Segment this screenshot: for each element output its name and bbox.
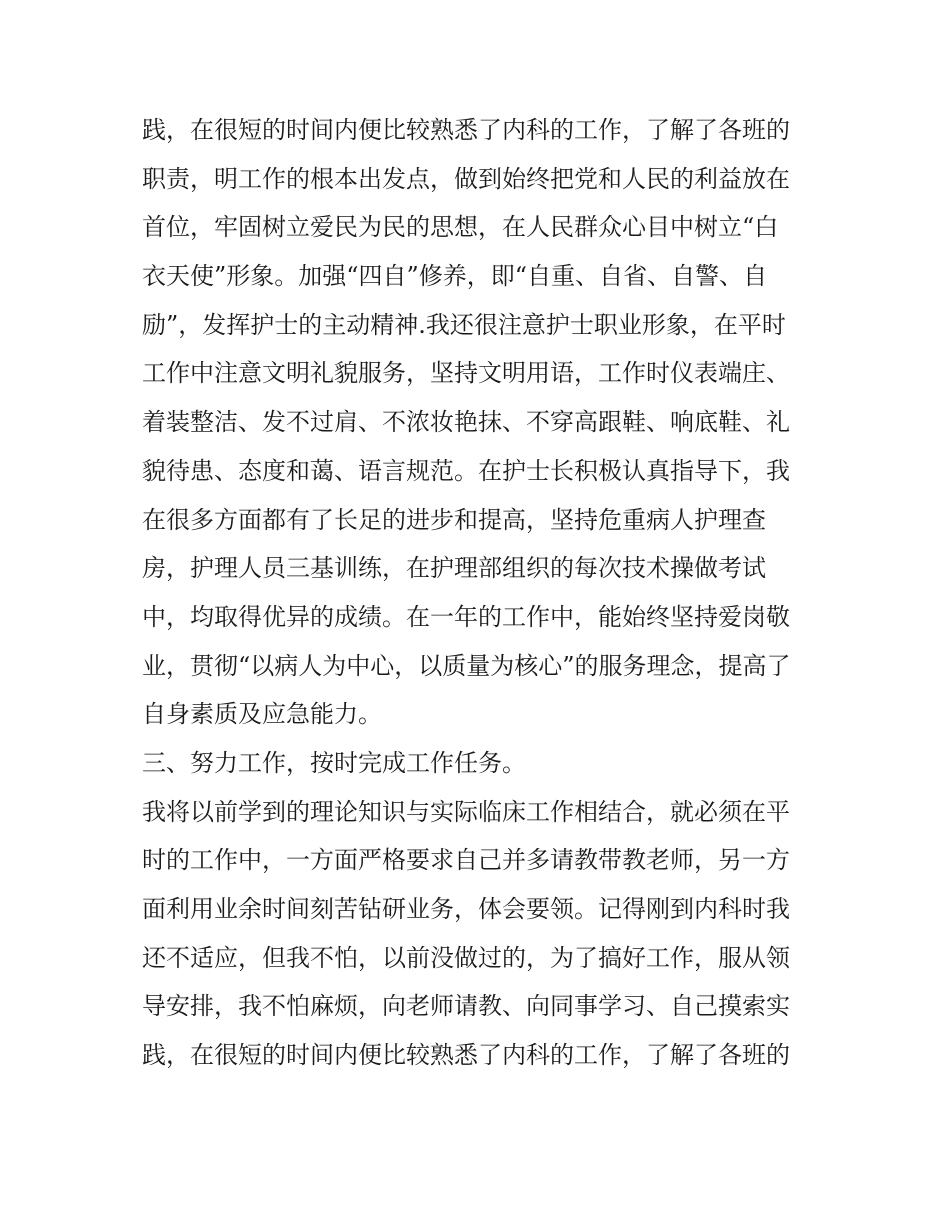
text-line: 我将以前学到的理论知识与实际临床工作相结合，就必须在平 bbox=[142, 797, 790, 826]
text-line: 着装整洁、发不过肩、不浓妆艳抹、不穿高跟鞋、响底鞋、礼 bbox=[142, 408, 790, 437]
text-line: 时的工作中，一方面严格要求自己并多请教带教老师，另一方 bbox=[142, 846, 790, 875]
text-line: 业，贯彻“以病人为中心，以质量为核心”的服务理念，提高了 bbox=[142, 651, 791, 680]
text-line: 自身素质及应急能力。 bbox=[142, 700, 382, 729]
text-line: 还不适应，但我不怕，以前没做过的，为了搞好工作，服从领 bbox=[142, 943, 790, 972]
text-line: 首位，牢固树立爱民为民的思想，在人民群众心目中树立“白 bbox=[142, 213, 779, 242]
text-line: 中，均取得优异的成绩。在一年的工作中，能始终坚持爱岗敬 bbox=[142, 602, 790, 631]
text-line: 职责，明工作的根本出发点，做到始终把党和人民的利益放在 bbox=[142, 164, 790, 193]
text-line: 励”，发挥护士的主动精神.我还很注意护士职业形象，在平时 bbox=[142, 310, 786, 339]
text-line: 工作中注意文明礼貌服务，坚持文明用语，工作时仪表端庄、 bbox=[142, 359, 790, 388]
text-line: 貌待患、态度和蔼、语言规范。在护士长积极认真指导下，我 bbox=[142, 456, 790, 485]
text-line: 践，在很短的时间内便比较熟悉了内科的工作，了解了各班的 bbox=[142, 1041, 790, 1070]
text-line: 在很多方面都有了长足的进步和提高，坚持危重病人护理查 bbox=[142, 505, 766, 534]
text-line: 面利用业余时间刻苦钻研业务，体会要领。记得刚到内科时我 bbox=[142, 895, 790, 923]
text-line: 导安排，我不怕麻烦，向老师请教、向同事学习、自己摸索实 bbox=[142, 992, 790, 1021]
text-line: 践，在很短的时间内便比较熟悉了内科的工作，了解了各班的 bbox=[142, 116, 790, 144]
section-heading: 三、努力工作，按时完成工作任务。 bbox=[142, 748, 526, 777]
text-line: 衣天使”形象。加强“四自”修养，即“自重、自省、自警、自 bbox=[142, 262, 768, 291]
text-line: 房，护理人员三基训练，在护理部组织的每次技术操做考试 bbox=[142, 554, 766, 583]
body-text bbox=[142, 106, 832, 1080]
